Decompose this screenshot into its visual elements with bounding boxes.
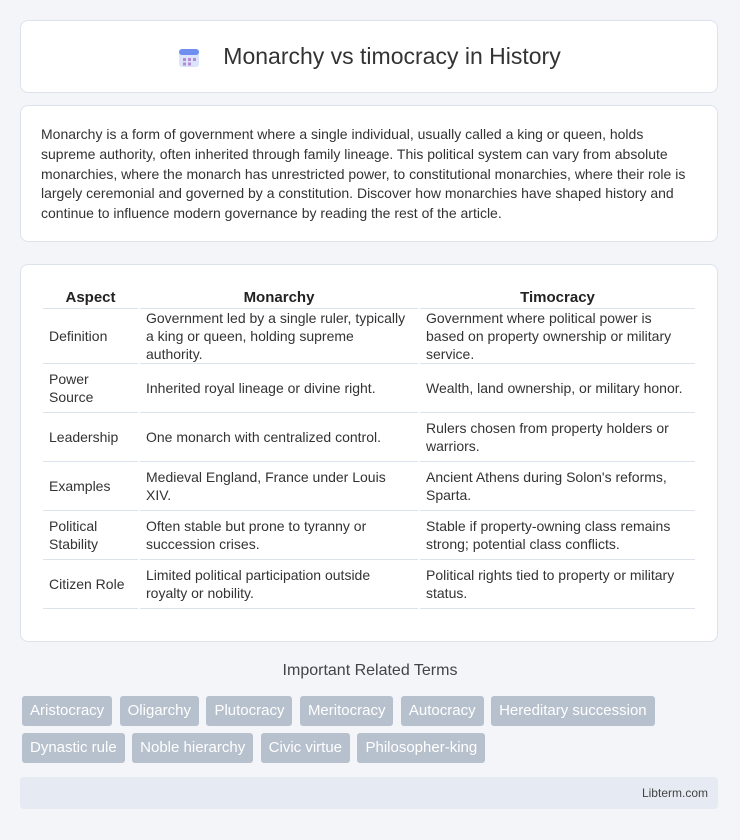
related-terms-list — [22, 696, 722, 770]
table-row — [43, 462, 695, 511]
cell-monarchy: Medieval England, France under Louis XIV. — [140, 462, 418, 511]
cell-monarchy: Government led by a single ruler, typically a king or queen, holding supreme authority. — [140, 309, 418, 364]
table-row — [43, 364, 695, 413]
column-header-monarchy: Monarchy — [140, 286, 418, 309]
related-terms-title: Important Related Terms — [282, 662, 458, 679]
cell-timocracy: Rulers chosen from property holders or warriors. — [420, 413, 695, 462]
term-tag[interactable]: Dynastic rule — [22, 733, 125, 763]
table-row — [43, 511, 695, 560]
cell-aspect: Leadership — [43, 413, 138, 462]
column-header-timocracy: Timocracy — [420, 286, 695, 309]
term-tag[interactable]: Plutocracy — [206, 696, 292, 726]
cell-timocracy: Wealth, land ownership, or military honor. — [420, 364, 695, 413]
term-tag[interactable]: Hereditary succession — [491, 696, 655, 726]
cell-aspect: Political Stability — [43, 511, 138, 560]
cell-monarchy: Inherited royal lineage or divine right. — [140, 364, 418, 413]
table-row — [43, 309, 695, 364]
term-tag[interactable]: Autocracy — [401, 696, 484, 726]
column-header-aspect: Aspect — [43, 286, 138, 309]
term-tag[interactable]: Philosopher-king — [357, 733, 485, 763]
intro-text: Monarchy is a form of government where a single individual, usually called a king or queen, holds supreme authority, often inherited through family lineage. This political system can vary from absolute monarchies, where the monarch has unrestricted power, to constitutional monarchies, where their role is largely ceremonial and governed by a constitution. Discover how monarchies have shaped history and continue to influence modern governance by reading the rest of the article. — [41, 126, 686, 222]
cell-aspect: Definition — [43, 309, 138, 364]
cell-aspect: Examples — [43, 462, 138, 511]
cell-timocracy: Political rights tied to property or military status. — [420, 560, 695, 609]
table-row — [43, 560, 695, 609]
term-tag[interactable]: Oligarchy — [120, 696, 199, 726]
table-row — [43, 413, 695, 462]
comparison-card — [20, 264, 718, 642]
cell-monarchy: One monarch with centralized control. — [140, 413, 418, 462]
footer-site-link[interactable]: Libterm.com — [641, 786, 708, 800]
calendar-icon — [177, 45, 201, 69]
footer — [20, 777, 718, 809]
cell-timocracy: Government where political power is based on property ownership or military service. — [420, 309, 695, 364]
comparison-table — [41, 286, 697, 609]
term-tag[interactable]: Meritocracy — [300, 696, 394, 726]
cell-aspect: Power Source — [43, 364, 138, 413]
cell-monarchy: Limited political participation outside royalty or nobility. — [140, 560, 418, 609]
page-title: Monarchy vs timocracy in History — [223, 43, 561, 69]
intro-card — [20, 105, 718, 242]
header-card — [20, 20, 718, 93]
term-tag[interactable]: Aristocracy — [22, 696, 112, 726]
term-tag[interactable]: Civic virtue — [261, 733, 350, 763]
term-tag[interactable]: Noble hierarchy — [132, 733, 253, 763]
cell-timocracy: Ancient Athens during Solon's reforms, Sparta. — [420, 462, 695, 511]
cell-monarchy: Often stable but prone to tyranny or succession crises. — [140, 511, 418, 560]
cell-aspect: Citizen Role — [43, 560, 138, 609]
cell-timocracy: Stable if property-owning class remains strong; potential class conflicts. — [420, 511, 695, 560]
